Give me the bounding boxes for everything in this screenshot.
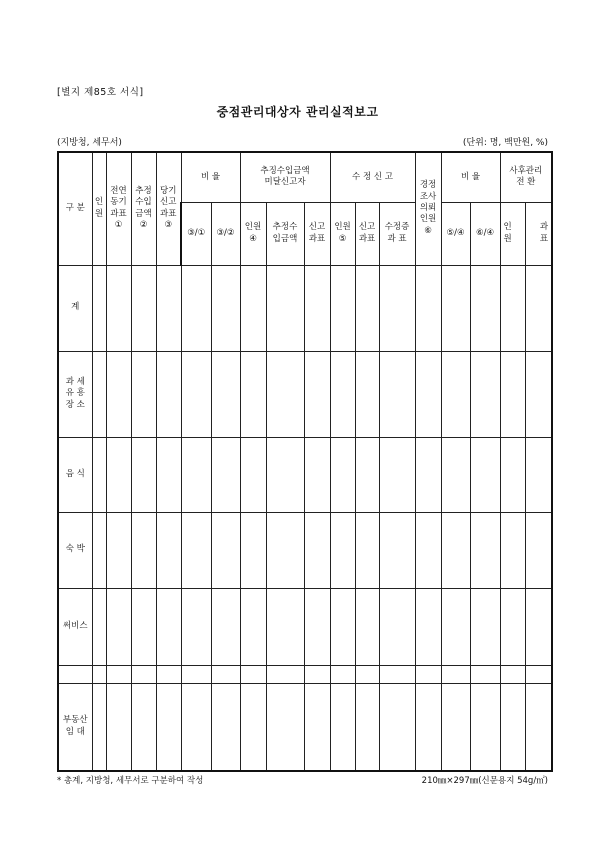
row-label-lodging: 숙 박 bbox=[58, 512, 92, 588]
header-unreported-people: 인원 ④ bbox=[240, 202, 266, 265]
header-ratio-group-2: 비 율 bbox=[441, 152, 500, 202]
header-unreported-group: 추징수입금액 미달신고자 bbox=[240, 152, 330, 202]
row-label-food: 음 식 bbox=[58, 437, 92, 512]
header-amended-group: 수 정 신 고 bbox=[330, 152, 415, 202]
header-current: 당기 신고 과표 ③ bbox=[156, 152, 181, 265]
table-row bbox=[58, 437, 552, 512]
row-label-service: 써비스 bbox=[58, 588, 92, 665]
table-row bbox=[58, 683, 552, 771]
header-ratio-6-4: ⑥/④ bbox=[470, 202, 500, 265]
header-amended-base: 신고 과표 bbox=[355, 202, 379, 265]
header-amended-corrected: 수정증 과 표 bbox=[379, 202, 415, 265]
row-label-total: 계 bbox=[58, 265, 92, 351]
issuer-note: (지방청, 세무서) bbox=[57, 138, 122, 148]
header-audit: 경정 조사 의뢰 인원 ⑥ bbox=[415, 152, 441, 265]
report-table-container bbox=[57, 151, 551, 770]
header-followup-group: 사후관리 전 환 bbox=[500, 152, 552, 202]
footer-note: * 총계, 지방청, 세무서로 구분하여 작성 bbox=[57, 776, 204, 786]
header-followup-base: 과 표 bbox=[525, 202, 552, 265]
paper-spec: 210㎜×297㎜(신문용지 54g/㎡) bbox=[421, 776, 548, 786]
table-row bbox=[58, 512, 552, 588]
header-ratio-3-1: ③/① bbox=[181, 202, 211, 265]
report-table bbox=[57, 151, 553, 772]
header-unreported-amount: 추정수 입금액 bbox=[266, 202, 304, 265]
row-label-blank bbox=[58, 665, 92, 683]
unit-note: (단위: 명, 백만원, %) bbox=[462, 138, 548, 148]
table-row bbox=[58, 665, 552, 683]
header-unreported-base: 신고 과표 bbox=[304, 202, 330, 265]
table-row bbox=[58, 588, 552, 665]
header-ratio-5-4: ⑤/④ bbox=[441, 202, 470, 265]
header-prev-year: 전연 동기 과표 ① bbox=[106, 152, 131, 265]
header-ratio-3-2: ③/② bbox=[211, 202, 240, 265]
header-ratio-group-1: 비 율 bbox=[181, 152, 240, 202]
header-people: 인 원 bbox=[92, 152, 106, 265]
header-row-1 bbox=[58, 152, 552, 202]
table-row bbox=[58, 265, 552, 351]
header-category: 구 분 bbox=[58, 152, 92, 265]
header-amended-people: 인원 ⑤ bbox=[330, 202, 355, 265]
table-row bbox=[58, 351, 552, 437]
document-title: 중점관리대상자 관리실적보고 bbox=[216, 105, 379, 119]
form-number: [별지 제85호 서식] bbox=[57, 87, 144, 98]
row-label-real-estate: 부동산 임 대 bbox=[58, 683, 92, 771]
row-label-entertainment: 과 세 유 흥 장 소 bbox=[58, 351, 92, 437]
header-followup-people: 인 원 bbox=[500, 202, 525, 265]
header-estimate: 추정 수입 금액 ② bbox=[131, 152, 156, 265]
